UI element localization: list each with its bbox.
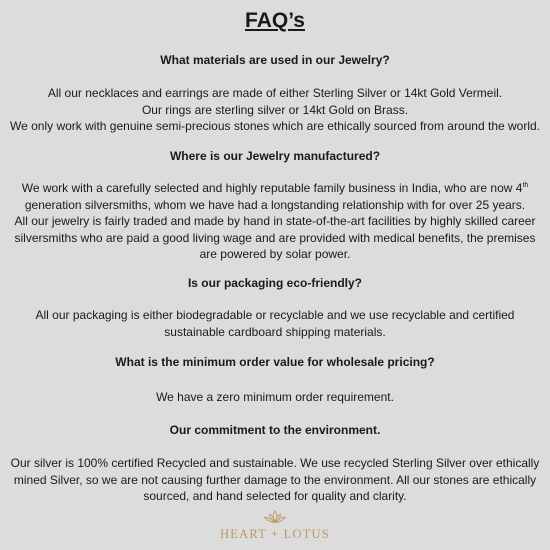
question-minimum-order: What is the minimum order value for wholesale pricing? (115, 355, 435, 369)
brand-name: HEART + LOTUS (220, 527, 330, 541)
answer-paragraph: Our silver is 100% certified Recycled and sustainable. We use recycled Sterling Silver over ethically mined Silver, so we are not causing further damage to the environment. All our stones are ethically sourced, and hand selected for quality and clarity. (10, 456, 540, 503)
question-materials: What materials are used in our Jewelry? (160, 53, 390, 67)
answer-manufacturing (8, 180, 542, 263)
ordinal-suffix: th (522, 182, 529, 189)
answer-paragraph: All our packaging is either biodegradable or recyclable and we use recyclable and certified sustainable cardboard shipping materials. (35, 308, 515, 339)
answer-line: We only work with genuine semi-precious stones which are ethically sourced from around the world. (9, 119, 541, 133)
answer-minimum-order (8, 389, 542, 406)
answer-line: All our necklaces and earrings are made of either Sterling Silver or 14kt Gold Vermeil. (47, 86, 503, 100)
page-title: FAQ’s (245, 9, 305, 32)
answer-environment (8, 455, 542, 505)
answer-paragraph: We have a zero minimum order requirement. (156, 390, 394, 404)
answer-paragraph: All our jewelry is fairly traded and made by hand in state-of-the-art facilities by highly skilled career silversmiths who are paid a good living wage and are provided with medical benefits, the premises are powered by solar power. (14, 214, 536, 261)
answer-line: Our rings are sterling silver or 14kt Gold on Brass. (141, 102, 409, 117)
lotus-icon (262, 510, 288, 524)
answer-paragraph (8, 180, 542, 213)
question-manufacturing: Where is our Jewelry manufactured? (169, 149, 381, 163)
answer-materials (8, 85, 542, 135)
answer-text: generation silversmiths, whom we have had a longstanding relationship with for over 25 years. (24, 197, 526, 212)
question-environment: Our commitment to the environment. (169, 423, 381, 437)
answer-text: We work with a carefully selected and highly reputable family business in India, who are now 4 (21, 181, 523, 195)
question-packaging: Is our packaging eco-friendly? (187, 276, 363, 290)
brand-logo (0, 510, 550, 546)
answer-packaging (8, 307, 542, 340)
